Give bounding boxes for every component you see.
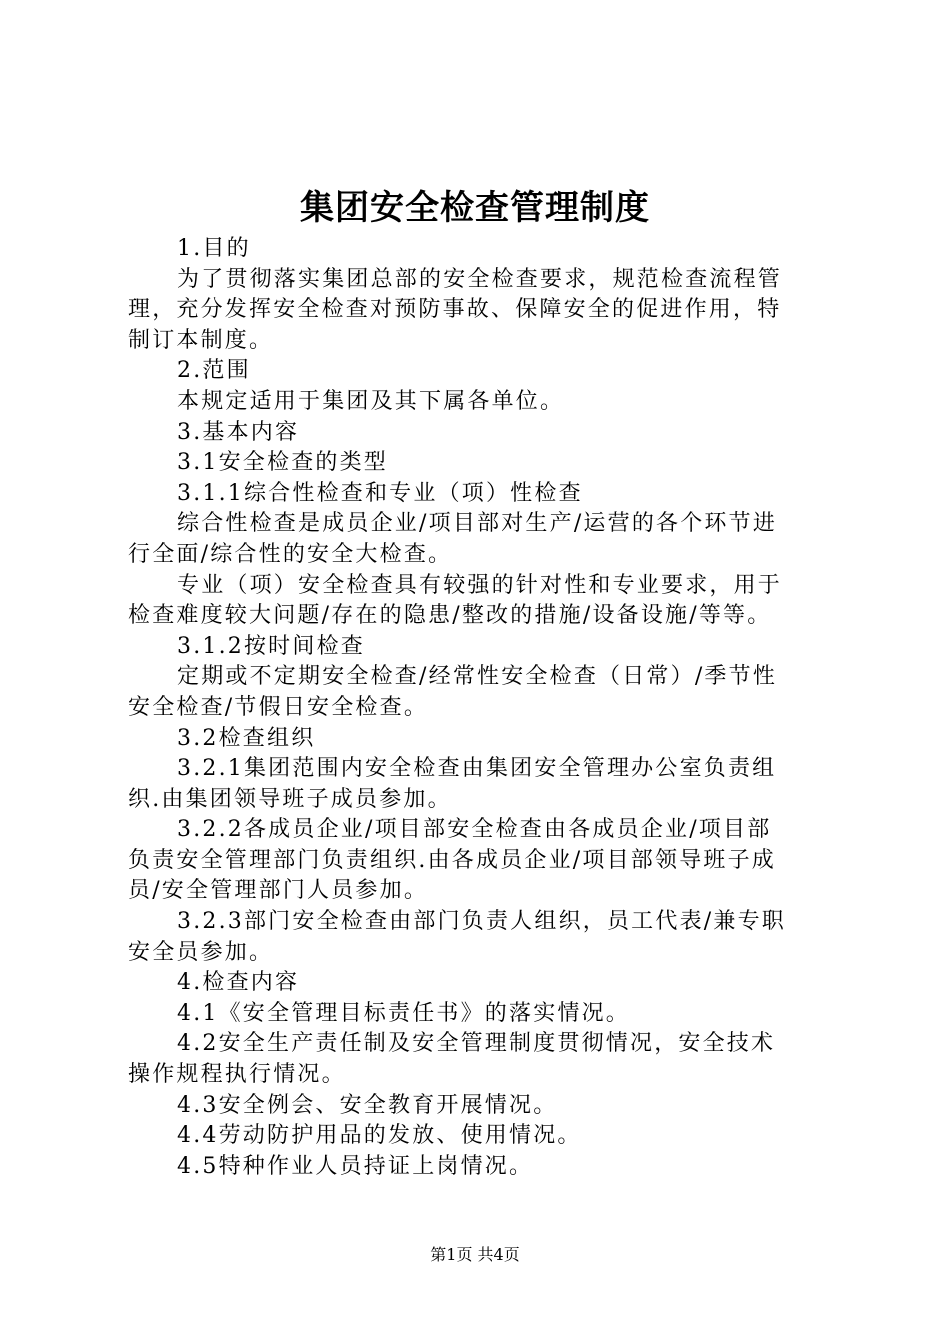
paragraph-line: 负责安全管理部门负责组织.由各成员企业/项目部领导班子成: [128, 847, 777, 873]
page-number-footer: 第1页 共4页: [430, 1245, 520, 1264]
list-item: 4.1《安全管理目标责任书》的落实情况。: [177, 1000, 630, 1026]
list-item: 4.4劳动防护用品的发放、使用情况。: [177, 1123, 582, 1149]
paragraph-line: 制订本制度。: [128, 327, 274, 353]
section-heading-purpose: 1.目的: [177, 236, 251, 261]
paragraph-line: 3.2.1集团范围内安全检查由集团安全管理办公室负责组: [177, 756, 777, 782]
paragraph-line: 员/安全管理部门人员参加。: [128, 878, 429, 904]
section-heading-inspection-content: 4.检查内容: [177, 970, 300, 996]
paragraph-line: 检查难度较大问题/存在的隐患/整改的措施/设备设施/等等。: [128, 603, 772, 629]
list-item: 4.3安全例会、安全教育开展情况。: [177, 1092, 558, 1118]
list-item: 4.5特种作业人员持证上岗情况。: [177, 1153, 534, 1179]
subsection-heading: 3.1.1综合性检查和专业（项）性检查: [177, 480, 583, 506]
paragraph-line: 织.由集团领导班子成员参加。: [128, 786, 452, 812]
paragraph-line: 为了贯彻落实集团总部的安全检查要求，规范检查流程管: [177, 266, 783, 292]
paragraph-line: 综合性检查是成员企业/项目部对生产/运营的各个环节进: [177, 511, 778, 537]
subsection-heading: 3.2检查组织: [177, 725, 316, 751]
subsection-heading: 3.1.2按时间检查: [177, 633, 365, 659]
section-heading-scope: 2.范围: [177, 358, 251, 384]
document-body: [128, 234, 833, 1182]
paragraph-line: 定期或不定期安全检查/经常性安全检查（日常）/季节性: [177, 664, 778, 690]
list-item: 操作规程执行情况。: [128, 1062, 346, 1088]
paragraph-line: 本规定适用于集团及其下属各单位。: [177, 388, 565, 414]
paragraph-line: 理，充分发挥安全检查对预防事故、保障安全的促进作用，特: [128, 297, 782, 323]
paragraph-line: 安全员参加。: [128, 939, 274, 965]
paragraph-line: 3.2.3部门安全检查由部门负责人组织，员工代表/兼专职: [177, 909, 786, 935]
list-item: 4.2安全生产责任制及安全管理制度贯彻情况，安全技术: [177, 1031, 776, 1057]
paragraph-line: 行全面/综合性的安全大检查。: [128, 541, 453, 567]
subsection-heading: 3.1安全检查的类型: [177, 450, 388, 476]
paragraph-line: 安全检查/节假日安全检查。: [128, 694, 429, 720]
section-heading-basic-content: 3.基本内容: [177, 419, 300, 445]
document-title: 集团安全检查管理制度: [300, 188, 650, 228]
paragraph-line: 3.2.2各成员企业/项目部安全检查由各成员企业/项目部: [177, 817, 772, 843]
paragraph-line: 专业（项）安全检查具有较强的针对性和专业要求，用于: [177, 572, 783, 598]
